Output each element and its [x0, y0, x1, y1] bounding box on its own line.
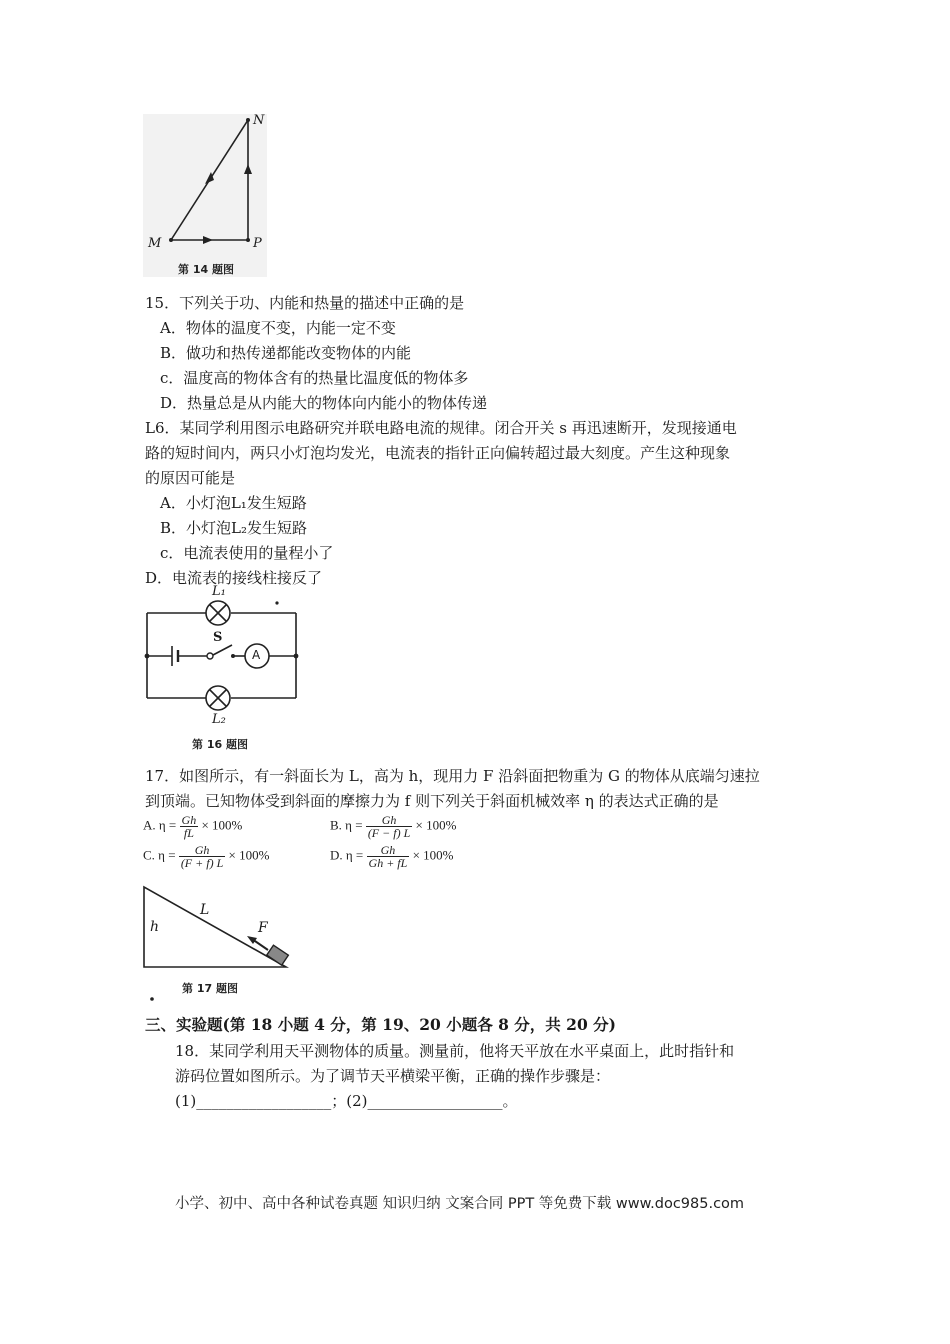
label-m: M	[148, 236, 162, 251]
label-l1: L₁	[212, 584, 226, 599]
q16-stem-line-2: 路的短时间内，两只小灯泡均发光，电流表的指针正向偏转超过最大刻度。产生这种现象	[145, 444, 731, 462]
option-c-suffix: × 100%	[228, 847, 270, 863]
label-h: h	[150, 919, 160, 935]
q16-stem-line-3: 的原因可能是	[145, 469, 236, 487]
q17-option-b	[330, 814, 456, 839]
q15-option-c: c．温度高的物体含有的热量比温度低的物体多	[160, 369, 469, 387]
option-c-prefix: C. η =	[143, 847, 176, 863]
q16-option-b: B．小灯泡L₂发生短路	[160, 519, 307, 537]
q16-option-a: A．小灯泡L₁发生短路	[160, 494, 307, 512]
q18-line-3: (1)__________________；(2)__________________。	[175, 1092, 518, 1110]
q17-option-c	[143, 844, 269, 869]
figure-17	[140, 882, 300, 1007]
q18-line-1: 18．某同学利用天平测物体的质量。测量前，他将天平放在水平桌面上，此时指针和	[175, 1042, 735, 1060]
label-f: F	[258, 920, 268, 936]
option-d-prefix: D. η =	[330, 847, 364, 863]
option-b-suffix: × 100%	[415, 817, 457, 833]
option-b-num: Gh	[366, 814, 412, 827]
figure-17-caption: 第 17 题图	[182, 982, 238, 995]
label-p: P	[253, 236, 262, 251]
q16-option-d: D．电流表的接线柱接反了	[145, 569, 323, 587]
q15-option-d: D．热量总是从内能大的物体向内能小的物体传递	[160, 394, 488, 412]
figure-14-diagram	[143, 114, 267, 277]
footer-text: 小学、初中、高中各种试卷真题 知识归纳 文案合同 PPT 等免费下载 www.doc985.com	[175, 1196, 745, 1212]
option-a-num: Gh	[181, 813, 197, 827]
option-b-den: (F − f) L	[367, 826, 411, 840]
label-l: L	[200, 902, 210, 918]
q17-stem-line-2: 到顶端。已知物体受到斜面的摩擦力为 f 则下列关于斜面机械效率 η 的表达式正确的是	[145, 792, 719, 810]
label-n: N	[253, 113, 265, 128]
q15-option-a: A．物体的温度不变，内能一定不变	[160, 319, 396, 337]
option-d-suffix: × 100%	[412, 847, 454, 863]
q15-stem: 15．下列关于功、内能和热量的描述中正确的是	[145, 294, 465, 312]
option-a-suffix: × 100%	[201, 817, 243, 833]
label-switch: S	[213, 630, 223, 645]
option-d-den: Gh + fL	[368, 856, 408, 870]
q16-stem-line-1: L6．某同学利用图示电路研究并联电路电流的规律。闭合开关 s 再迅速断开，发现接通电	[145, 419, 737, 437]
option-a-den: fL	[183, 826, 194, 840]
figure-14-caption: 第 14 题图	[178, 263, 234, 276]
label-l2: L₂	[212, 712, 226, 727]
q16-option-c: c．电流表使用的量程小了	[160, 544, 334, 562]
figure-16-caption: 第 16 题图	[192, 738, 248, 751]
section-3-title: 三、实验题(第 18 小题 4 分，第 19、20 小题各 8 分，共 20 分)	[145, 1015, 616, 1034]
option-c-den: (F + f) L	[180, 856, 224, 870]
option-b-prefix: B. η =	[330, 817, 363, 833]
q15-option-b: B．做功和热传递都能改变物体的内能	[160, 344, 412, 362]
circuit-diagram	[140, 586, 305, 756]
q17-option-d	[330, 844, 453, 869]
option-a-prefix: A. η =	[143, 817, 177, 833]
option-c-num: Gh	[179, 844, 225, 857]
q17-stem-line-1: 17．如图所示，有一斜面长为 L，高为 h，现用力 F 沿斜面把物重为 G 的物体从底端匀速拉	[145, 767, 760, 785]
figure-14	[143, 114, 267, 277]
ammeter-label: A	[252, 648, 261, 662]
figure-16	[140, 586, 305, 756]
option-d-num: Gh	[367, 844, 410, 857]
q17-option-a	[143, 814, 242, 839]
q18-line-2: 游码位置如图所示。为了调节天平横梁平衡，正确的操作步骤是：	[175, 1067, 611, 1085]
